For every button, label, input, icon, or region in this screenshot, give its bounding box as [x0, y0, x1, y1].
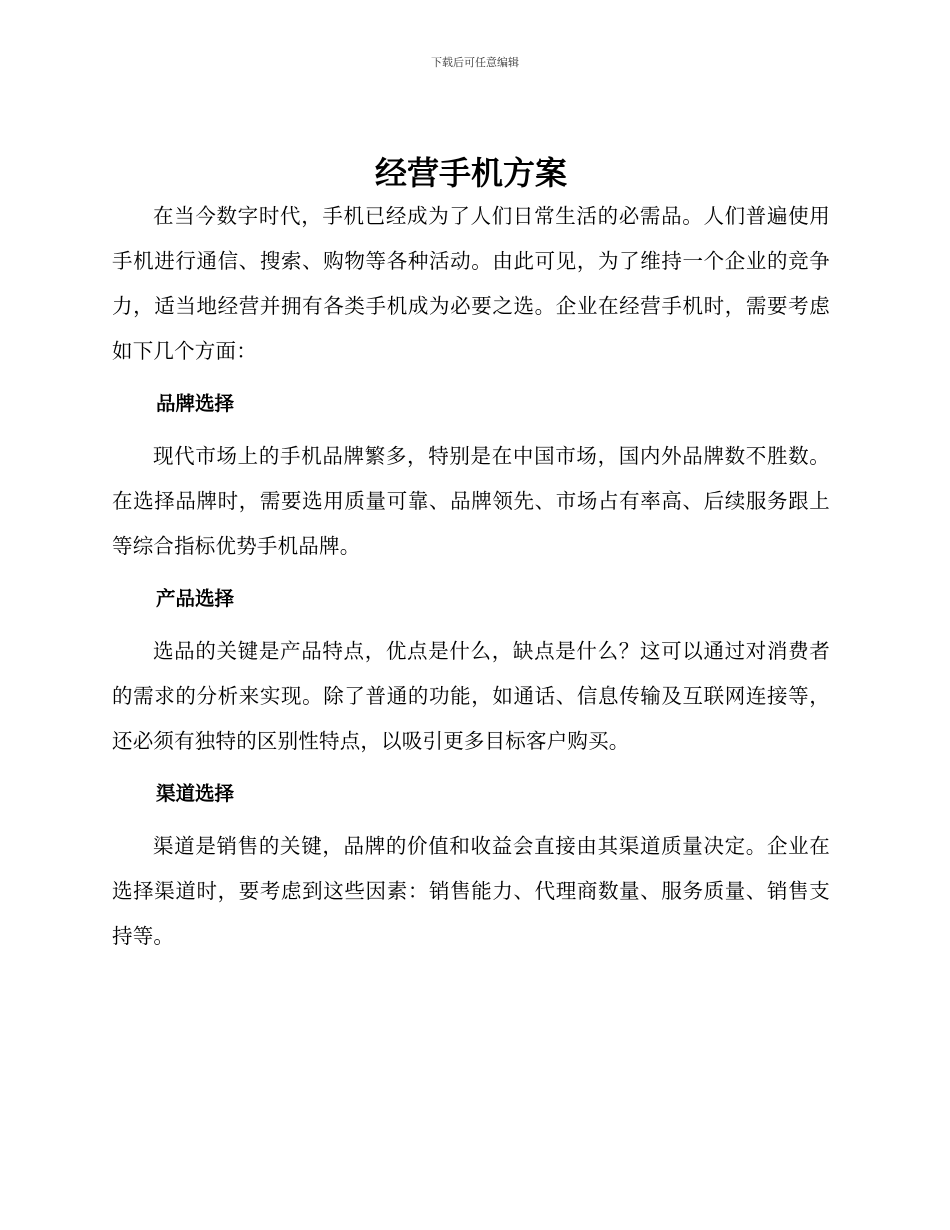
document-body — [112, 150, 830, 959]
document-title: 经营手机方案 — [374, 154, 567, 192]
section-heading-product: 产品选择 — [156, 587, 235, 610]
section-body-product: 选品的关键是产品特点，优点是什么，缺点是什么？这可以通过对消费者的需求的分析来实现。除了普通的功能，如通话、信息传输及互联网连接等，还必须有独特的区别性特点，以吸引更多目标客户购买。 — [112, 639, 830, 753]
intro-paragraph: 在当今数字时代，手机已经成为了人们日常生活的必需品。人们普遍使用手机进行通信、搜索、购物等各种活动。由此可见，为了维持一个企业的竞争力，适当地经营并拥有各类手机成为必要之选。企业在经营手机时，需要考虑如下几个方面： — [112, 204, 830, 363]
section-heading-brand: 品牌选择 — [156, 392, 235, 415]
section-heading-channel: 渠道选择 — [156, 782, 235, 805]
page-header-note: 下载后可任意编辑 — [431, 56, 519, 69]
section-body-brand: 现代市场上的手机品牌繁多，特别是在中国市场，国内外品牌数不胜数。在选择品牌时，需要选用质量可靠、品牌领先、市场占有率高、后续服务跟上等综合指标优势手机品牌。 — [112, 444, 830, 558]
section-body-channel: 渠道是销售的关键，品牌的价值和收益会直接由其渠道质量决定。企业在选择渠道时，要考虑到这些因素：销售能力、代理商数量、服务质量、销售支持等。 — [112, 834, 830, 948]
